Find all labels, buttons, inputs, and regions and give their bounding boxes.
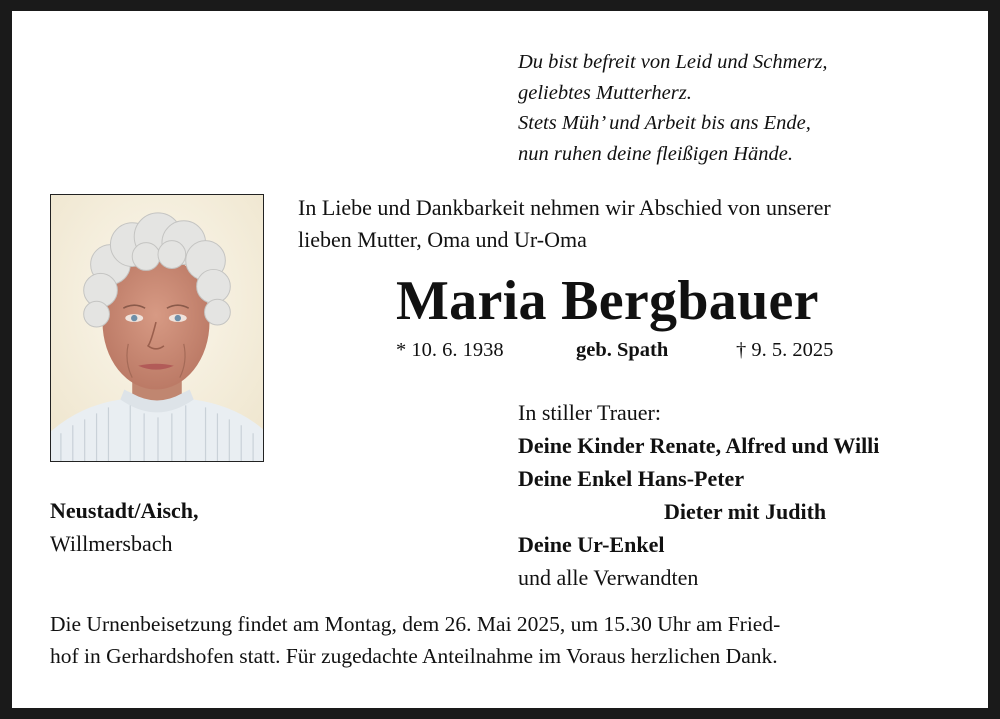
mourners-grandchildren: Deine Enkel Hans-Peter bbox=[518, 466, 745, 491]
obituary-card bbox=[12, 11, 988, 708]
portrait-photo bbox=[50, 194, 264, 462]
funeral-line-2: hof in Gerhardshofen statt. Für zugedachte Anteilnahme im Voraus herzlichen Dank. bbox=[50, 644, 778, 668]
funeral-notice bbox=[50, 608, 780, 672]
mourners-grandchildren-2: Dieter mit Judith bbox=[664, 499, 827, 524]
deceased-name: Maria Bergbauer bbox=[396, 270, 819, 332]
intro-line-2: lieben Mutter, Oma und Ur-Oma bbox=[298, 227, 587, 252]
portrait-illustration bbox=[51, 195, 263, 461]
poem-line: Stets Müh’ und Arbeit bis ans Ende, bbox=[518, 112, 811, 134]
maiden-name: geb. Spath bbox=[576, 339, 669, 361]
funeral-line-1: Die Urnenbeisetzung findet am Montag, dem 26. Mai 2025, um 15.30 Uhr am Fried- bbox=[50, 612, 781, 636]
place bbox=[50, 494, 199, 560]
poem-line: nun ruhen deine fleißigen Hände. bbox=[518, 142, 793, 165]
mourners-relatives: und alle Verwandten bbox=[518, 565, 699, 590]
poem-line: geliebtes Mutterherz. bbox=[518, 81, 692, 104]
mourners-heading: In stiller Trauer: bbox=[518, 400, 661, 425]
mourners-children: Deine Kinder Renate, Alfred und Willi bbox=[518, 433, 880, 458]
intro-text bbox=[298, 192, 831, 256]
poem-line: Du bist befreit von Leid und Schmerz, bbox=[518, 51, 828, 73]
birth-date: * 10. 6. 1938 bbox=[396, 339, 504, 361]
place-town: Neustadt/Aisch, bbox=[50, 498, 199, 523]
poem bbox=[518, 47, 828, 169]
mourners-great-grandchildren: Deine Ur-Enkel bbox=[518, 532, 665, 557]
place-village: Willmersbach bbox=[50, 531, 173, 556]
death-date: † 9. 5. 2025 bbox=[736, 339, 834, 361]
mourners-list bbox=[518, 396, 879, 594]
intro-line-1: In Liebe und Dankbarkeit nehmen wir Abschied von unserer bbox=[298, 195, 831, 220]
